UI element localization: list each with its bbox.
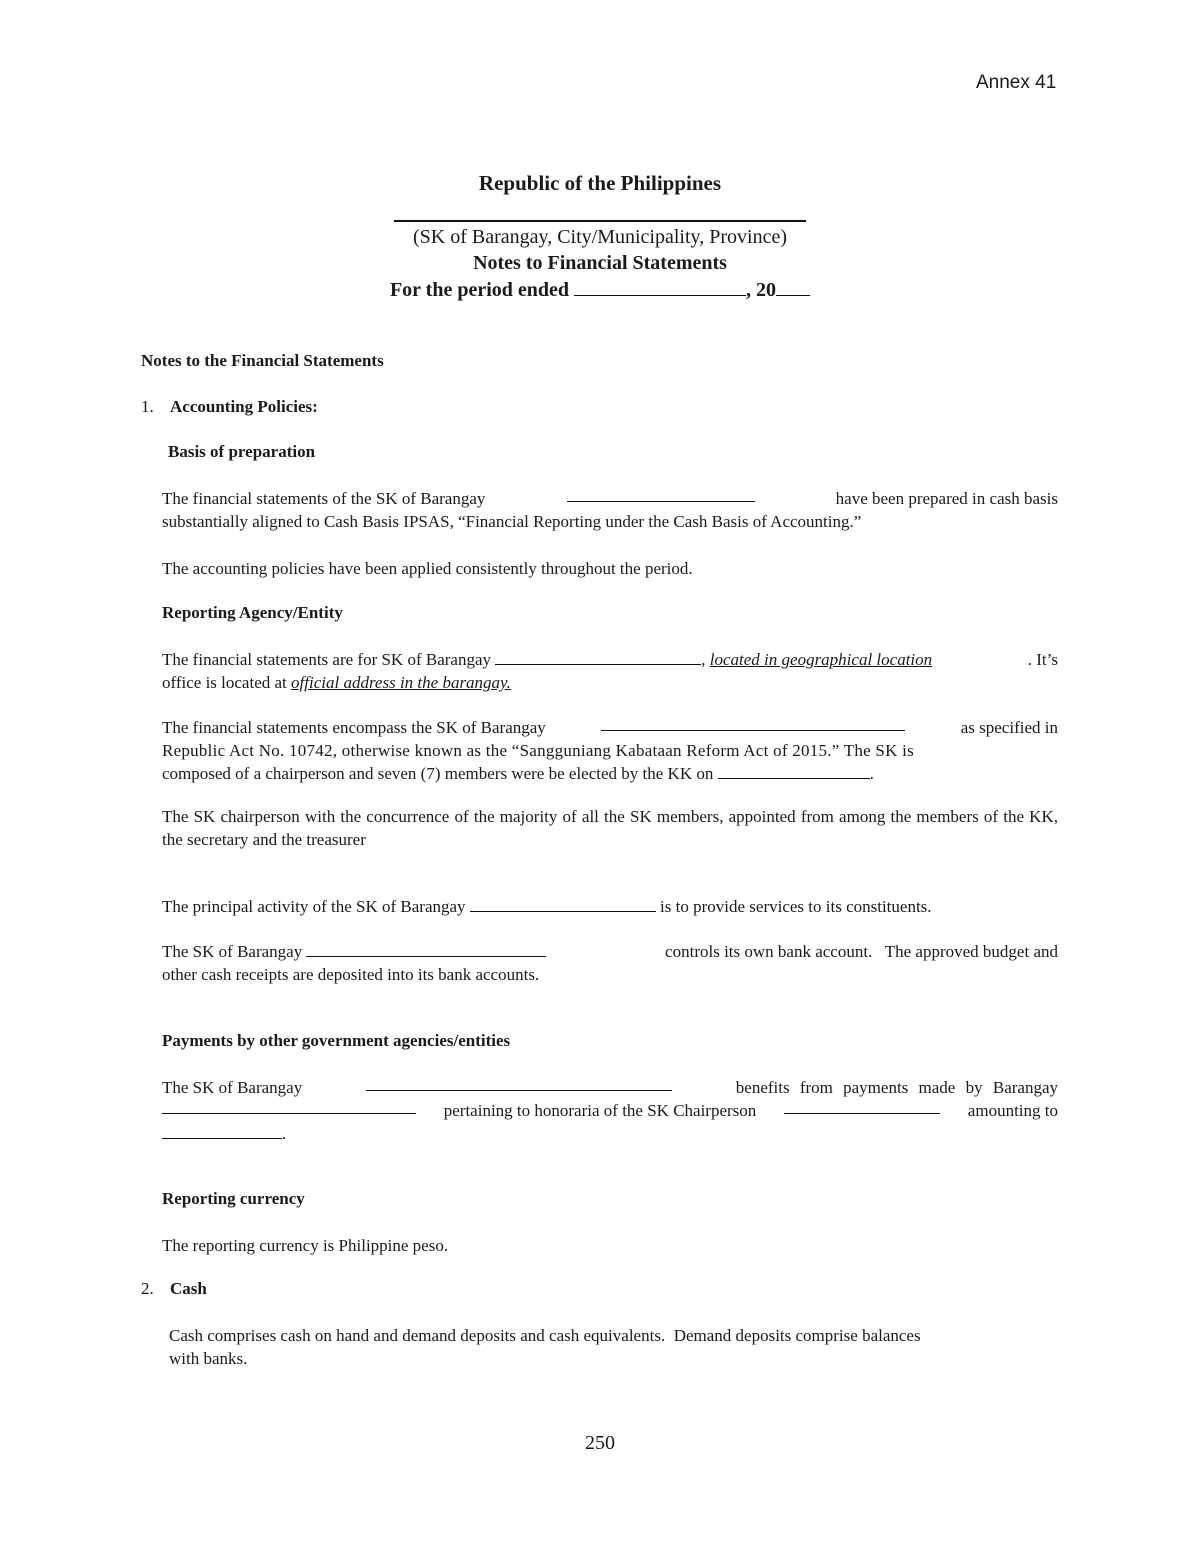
entity-text-a: The financial statements are for SK of Barangay [162,650,492,669]
pay-text-b: benefits from payments made by Barangay [735,1078,1058,1097]
year-blank [776,281,810,296]
period-line [0,279,1200,302]
entity-paragraph-1 [162,648,1058,694]
pay-blank-2 [162,1099,416,1114]
republic-heading: Republic of the Philippines [478,171,722,195]
entity-text-5a: The SK of Barangay [162,942,303,961]
entity-text-e: office is located at [162,673,287,692]
entity-text-5b: controls its own bank account. The approved budget and [665,942,1058,961]
official-address: official address in the barangay. [291,673,511,692]
basis-blank [567,487,755,502]
period-prefix: For the period ended [389,279,570,301]
pay-blank-3 [784,1099,940,1114]
pay-text-a: The SK of Barangay [162,1078,303,1097]
sk-line: (SK of Barangay, City/Municipality, Province) [412,226,787,248]
basis-text-a: The financial statements of the SK of Barangay [162,489,486,508]
entity-blank-1 [495,650,701,665]
entity-text-2b: as specified in [960,718,1058,737]
sec1-title: Accounting Policies: [170,397,318,416]
section-title: Notes to the Financial Statements [141,351,384,370]
entity-text-d: . It’s [1027,650,1058,669]
period-year: , 20 [746,279,777,301]
basis-paragraph-1 [162,487,1058,533]
basis-title: Basis of preparation [168,442,316,461]
period: . [869,764,874,783]
entity-text-2d: composed of a chairperson and seven (7) members were be elected by the KK on [162,764,714,783]
period: . [282,1124,287,1143]
pay-text-c: pertaining to honoraria of the SK Chairperson [443,1101,757,1120]
notes-title: Notes to Financial Statements [473,252,727,274]
entity-text-2c: Republic Act No. 10742, otherwise known as the “Sangguniang Kabataan Reform Act of 2015.” The SK is [162,741,914,760]
cash-text-2: with banks. [169,1349,248,1368]
cash-text-1: Cash comprises cash on hand and demand deposits and cash equivalents. Demand deposits comprise balances [169,1326,921,1345]
sec2-title: Cash [170,1279,207,1298]
sec1-number: 1. [141,397,154,416]
entity-title: Reporting Agency/Entity [162,603,343,622]
currency-title: Reporting currency [162,1189,305,1208]
entity-blank-4 [470,897,656,912]
entity-text-4b: is to provide services to its constituents. [660,897,932,916]
currency-paragraph: The reporting currency is Philippine peso. [162,1236,449,1255]
basis-text-c: substantially aligned to Cash Basis IPSAS, “Financial Reporting under the Cash Basis of Accounting.” [162,512,862,531]
entity-text-2a: The financial statements encompass the SK of Barangay [162,718,546,737]
kk-date-blank [718,764,870,779]
payments-title: Payments by other government agencies/entities [162,1031,511,1050]
header-blank-line [0,205,1200,228]
entity-text-4a: The principal activity of the SK of Barangay [162,897,466,916]
comma: , [701,650,706,669]
geo-location: located in geographical location [709,650,933,669]
entity-paragraph-4 [162,895,932,918]
pay-blank-1 [366,1076,672,1091]
entity-paragraph-3: The SK chairperson with the concurrence of the majority of all the SK members, appointed from among the members of the KK, the secretary and the treasurer [162,807,1058,849]
entity-text-5c: other cash receipts are deposited into its bank accounts. [162,965,540,984]
pay-text-d: amounting to [967,1101,1058,1120]
basis-text-b: have been prepared in cash basis [835,489,1058,508]
payments-paragraph [162,1076,1058,1145]
page-number: 250 [585,1432,615,1454]
basis-paragraph-2: The accounting policies have been applied consistently throughout the period. [162,559,693,578]
entity-text-2c-row [162,739,1058,762]
entity-blank-5 [306,942,546,957]
sec2-number: 2. [141,1279,154,1298]
pay-blank-4 [162,1124,282,1139]
period-blank [574,281,746,296]
annex-label: Annex 41 [976,72,1057,93]
entity-paragraph-2 [162,716,1058,785]
cash-paragraph [169,1324,1058,1370]
entity-blank-2 [601,716,905,731]
entity-paragraph-5 [162,940,1058,986]
